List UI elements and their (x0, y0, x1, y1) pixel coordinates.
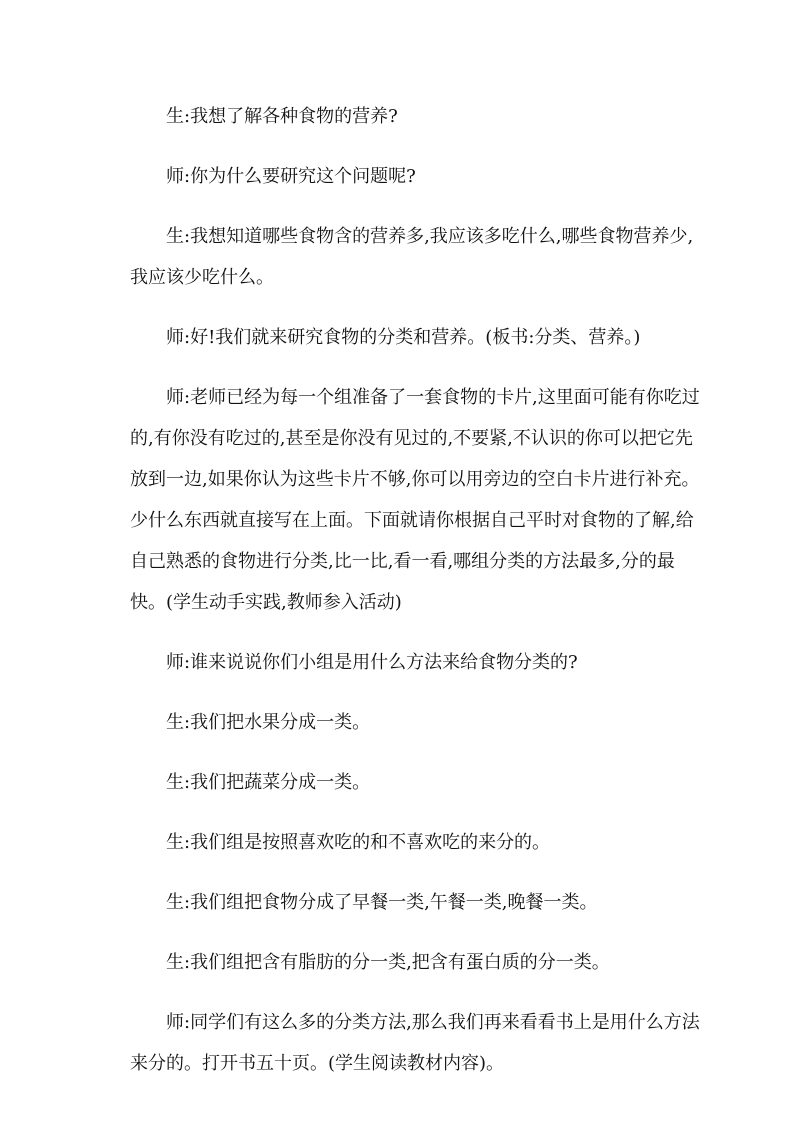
paragraph: 师:老师已经为每一个组准备了一套食物的卡片,这里面可能有你吃过的,有你没有吃过的,甚至是你没有见过的,不要紧,不认识的你可以把它先放到一边,如果你认为这些卡片不够,你可以用旁边的空白卡片进行补充。少什么东西就直接写在上面。下面就请你根据自己平时对食物的了解,给自己熟悉的食物进行分类,比一比,看一看,哪组分类的方法最多,分的最快。(学生动手实践,教师参入活动) (130, 387, 700, 613)
document-body (130, 96, 700, 1103)
paragraph: 师:好!我们就来研究食物的分类和营养。(板书:分类、营养。) (166, 327, 641, 348)
paragraph: 师:你为什么要研究这个问题呢? (166, 166, 416, 187)
paragraph: 生:我们组是按照喜欢吃的和不喜欢吃的来分的。 (166, 832, 551, 853)
paragraph: 师:谁来说说你们小组是用什么方法来给食物分类的? (166, 652, 578, 673)
paragraph: 生:我们把蔬菜分成一类。 (166, 772, 371, 793)
paragraph: 生:我们把水果分成一类。 (166, 712, 371, 733)
paragraph: 生:我想知道哪些食物含的营养多,我应该多吃什么,哪些食物营养少,我应该少吃什么。 (130, 226, 694, 288)
paragraph: 生:我想了解各种食物的营养? (166, 106, 398, 127)
paragraph: 生:我们组把含有脂肪的分一类,把含有蛋白质的分一类。 (166, 952, 610, 973)
paragraph: 师:同学们有这么多的分类方法,那么我们再来看看书上是用什么方法来分的。打开书五十页。(学生阅读教材内容)。 (130, 1012, 700, 1074)
paragraph: 生:我们组把食物分成了早餐一类,午餐一类,晚餐一类。 (166, 892, 598, 913)
